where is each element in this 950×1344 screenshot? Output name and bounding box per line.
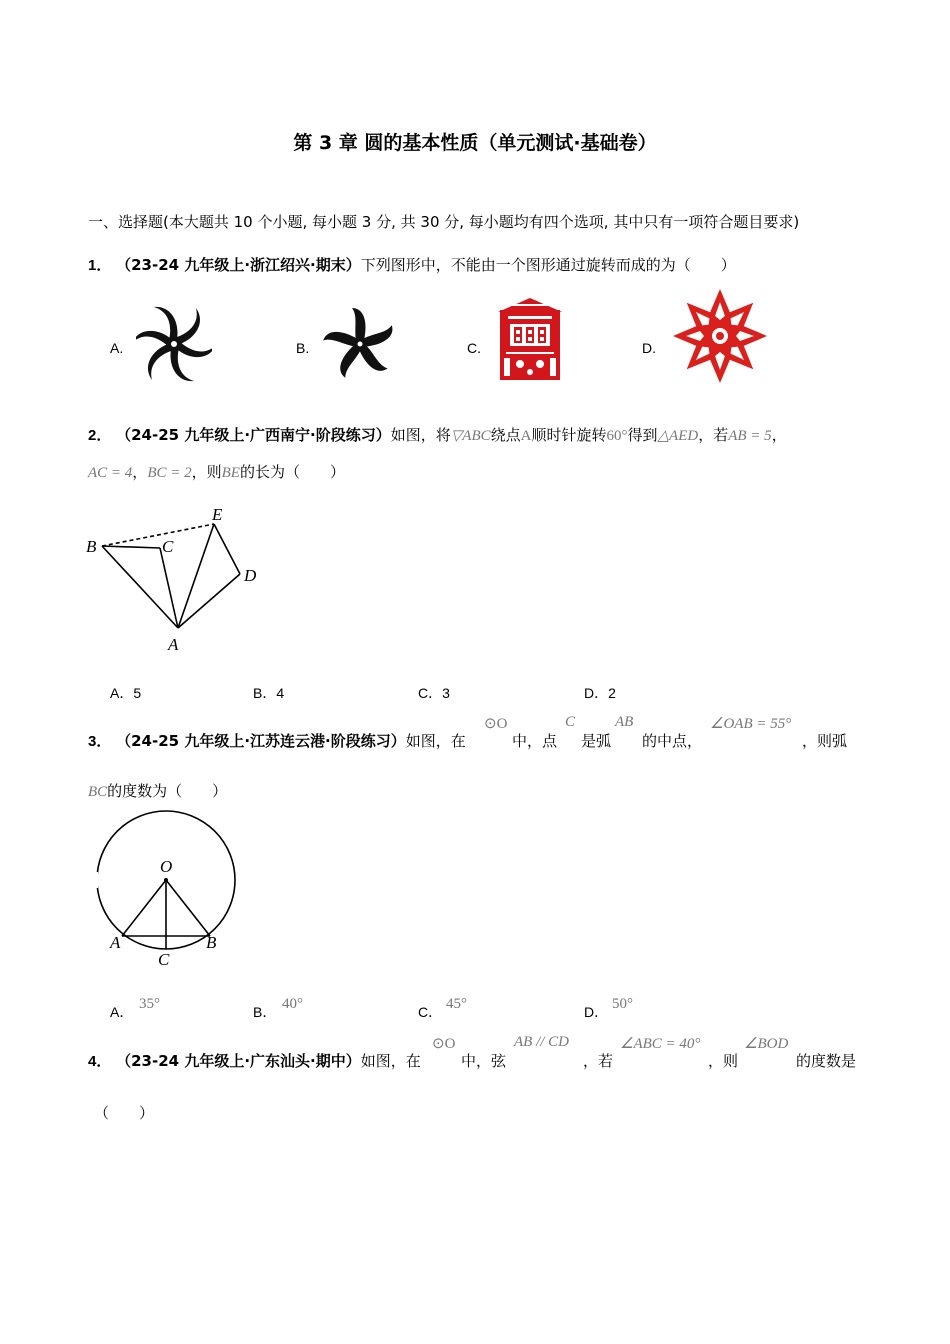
point-label-b: B xyxy=(206,933,217,952)
text-segment: ， xyxy=(132,463,148,481)
option-label: D． xyxy=(584,1004,609,1020)
q2-option-d: D．2 xyxy=(584,685,616,701)
q2-option-b: B．4 xyxy=(253,685,285,701)
option-label: B． xyxy=(253,1004,277,1020)
question-source: （23-24 九年级上·浙江绍兴·期末） xyxy=(116,256,361,274)
option-a-label: A. xyxy=(110,340,124,356)
papercut-flower-figure xyxy=(671,287,769,385)
text-segment: 的中点， xyxy=(642,732,703,750)
math-expression: ⊙O xyxy=(432,1036,456,1052)
point-label-c: C xyxy=(158,950,170,969)
q2-option-c: C．3 xyxy=(418,685,450,701)
section-heading: 一、选择题(本大题共 10 个小题, 每小题 3 分, 共 30 分, 每小题均有四个选项, 其中只有一项符合题目要求) xyxy=(88,213,800,231)
question-number: 4． xyxy=(88,1053,112,1070)
math-expression: ∠BOD xyxy=(744,1036,789,1052)
question-source: （23-24 九年级上·广东汕头·期中） xyxy=(116,1052,361,1070)
option-value: 50° xyxy=(612,996,633,1012)
point-label-o: O xyxy=(160,857,173,876)
math-expression: A xyxy=(520,428,532,444)
point-label-a: A xyxy=(110,933,121,952)
q3-option-d xyxy=(584,1002,608,1022)
circle-figure xyxy=(90,810,250,980)
option-d-label: D. xyxy=(642,340,656,356)
answer-blank: （ ） xyxy=(94,1104,155,1122)
option-label: A． xyxy=(110,1004,134,1020)
q2-option-a: A．5 xyxy=(110,685,142,701)
question-number: 3． xyxy=(88,733,112,750)
math-expression: C xyxy=(565,714,576,730)
text-segment: ，则 xyxy=(191,463,222,481)
blade-pinwheel-figure xyxy=(320,306,400,382)
point-label-d: D xyxy=(244,566,257,585)
text-segment: 如图，将 xyxy=(390,426,451,444)
text-segment: 的度数为（ ） xyxy=(107,782,228,800)
question-source: （24-25 九年级上·广西南宁·阶段练习） xyxy=(116,426,391,444)
text-segment: 是弧 xyxy=(581,732,612,750)
text-segment: ， xyxy=(771,426,787,444)
option-c-label: C. xyxy=(467,340,481,356)
question-1 xyxy=(88,254,736,275)
question-source: （24-25 九年级上·江苏连云港·阶段练习） xyxy=(116,732,406,750)
text-segment: 中，点 xyxy=(512,732,558,750)
point-label-e: E xyxy=(212,505,223,524)
text-segment: 绕点 xyxy=(490,426,521,444)
question-2 xyxy=(88,424,787,445)
question-number: 1． xyxy=(88,257,112,274)
point-label-a: A xyxy=(168,635,179,654)
q3-option-a xyxy=(110,1002,133,1022)
question-3-line-2 xyxy=(88,780,227,801)
math-expression: 60° xyxy=(606,428,628,444)
text-segment: 如图，在 xyxy=(405,732,466,750)
math-expression: AB // CD xyxy=(514,1034,569,1050)
option-b-label: B. xyxy=(296,340,310,356)
question-4 xyxy=(88,1050,421,1071)
math-expression: BC xyxy=(88,784,108,800)
text-segment: 顺时针旋转 xyxy=(531,426,607,444)
rotation-triangle-figure xyxy=(82,500,272,660)
math-expression: ∠ABC = 40° xyxy=(620,1036,701,1052)
page-title: 第 3 章 圆的基本性质（单元测试·基础卷） xyxy=(293,132,657,154)
q3-option-b xyxy=(253,1002,276,1022)
swirl-pinwheel-figure xyxy=(136,306,212,382)
question-3 xyxy=(88,730,466,751)
text-segment: 的长为（ ） xyxy=(239,463,345,481)
option-label: C． xyxy=(418,1004,443,1020)
question-2-line-2 xyxy=(88,461,345,482)
text-segment: 得到 xyxy=(627,426,658,444)
math-expression: AB = 5 xyxy=(728,428,772,444)
math-expression: ▽ABC xyxy=(450,428,491,444)
point-label-b: B xyxy=(86,537,97,556)
option-value: 45° xyxy=(446,996,467,1012)
text-segment: 中，弦 xyxy=(461,1052,507,1070)
math-expression: BE xyxy=(221,465,240,481)
text-segment: 如图，在 xyxy=(360,1052,421,1070)
math-expression: BC = 2 xyxy=(147,465,192,481)
math-expression: △AED xyxy=(657,428,699,444)
question-number: 2． xyxy=(88,427,112,444)
text-segment: 的度数是 xyxy=(796,1052,857,1070)
question-text: 下列图形中，不能由一个图形通过旋转而成的为（ ） xyxy=(360,256,736,274)
math-expression: ∠OAB = 55° xyxy=(710,716,792,732)
text-segment: ，则 xyxy=(708,1052,739,1070)
q3-option-c xyxy=(418,1002,442,1022)
point-label-c: C xyxy=(162,537,174,556)
option-value: 40° xyxy=(282,996,303,1012)
math-expression: AB xyxy=(615,714,634,730)
text-segment: ，若 xyxy=(698,426,729,444)
math-expression: AC = 4 xyxy=(88,465,133,481)
math-expression: ⊙O xyxy=(484,716,508,732)
papercut-house-figure xyxy=(498,296,562,382)
text-segment: ，若 xyxy=(583,1052,614,1070)
text-segment: ，则弧 xyxy=(802,732,848,750)
option-value: 35° xyxy=(139,996,160,1012)
